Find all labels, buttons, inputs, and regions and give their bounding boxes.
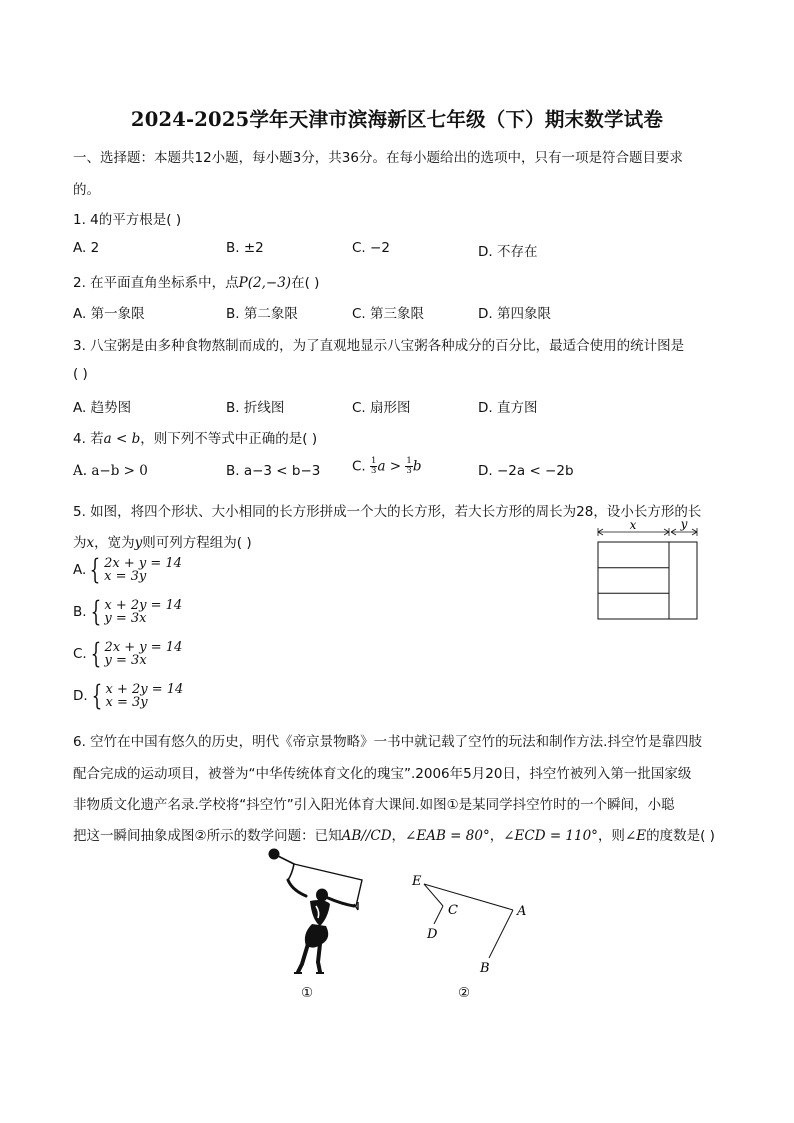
- geometry-figure: [405, 866, 535, 978]
- option-label: B.: [73, 604, 87, 620]
- brace: {: [89, 553, 101, 586]
- label-e: E: [412, 874, 422, 889]
- q4-option-c-b: b: [412, 458, 422, 475]
- sep: ，则: [597, 828, 625, 844]
- q5-option-c: [73, 637, 183, 670]
- equation-system: [105, 641, 183, 667]
- section-heading-line2: 的。: [73, 182, 100, 198]
- option-label: C.: [73, 646, 87, 662]
- equation-2: y = 3x: [104, 611, 147, 626]
- frac-numerator: 1: [406, 456, 412, 466]
- q3-stem-line1: 3. 八宝粥是由多种食物熬制而成的，为了直观地显示八宝粥各种成分的百分比，最适合使用的统计图是: [73, 338, 685, 354]
- q4-stem: [73, 427, 317, 447]
- q6-stem-line2: 配合完成的运动项目，被誉为“中华传统体育文化的瑰宝”.2006年5月20日，抖空竹被列入第一批国家级: [73, 766, 692, 782]
- q2-point: P(2,−3): [238, 275, 292, 291]
- figure-1-caption: ①: [301, 985, 314, 1001]
- q6-stem-line3: 非物质文化遗产名录.学校将“抖空竹”引入阳光体育大课间.如图①是某同学抖空竹时的一个瞬间，小聪: [73, 797, 675, 813]
- q5-var-y: y: [134, 535, 143, 551]
- q6-math-eab: ∠EAB = 80°: [405, 828, 490, 844]
- q6-line4-post: 的度数是( ): [646, 828, 715, 844]
- head: [316, 889, 328, 902]
- arm-left: [288, 880, 306, 896]
- q4-option-d: D. −2a < −2b: [478, 463, 574, 479]
- q5-stem-pre: 为: [73, 535, 87, 551]
- q4-fraction-right: [405, 457, 412, 476]
- q5-option-b: [73, 595, 183, 628]
- q3-option-c: C. 扇形图: [352, 400, 411, 416]
- q5-var-x: x: [86, 535, 95, 551]
- stick-left: [276, 855, 294, 880]
- equation-system: [104, 599, 182, 625]
- q6-stem-line1: 6. 空竹在中国有悠久的历史，明代《帝京景物略》一书中就记载了空竹的玩法和制作方法.抖空竹是靠四肢: [73, 734, 702, 750]
- q3-stem-line2: ( ): [73, 366, 88, 382]
- q4-option-a: A. a−b > 0: [73, 463, 148, 479]
- q1-option-c: C. −2: [352, 240, 390, 256]
- page-title: 2024-2025学年天津市滨海新区七年级（下）期末数学试卷: [130, 108, 664, 131]
- sep: ，: [391, 828, 406, 844]
- equation-1: 2x + y = 14: [104, 640, 183, 655]
- figure-2-caption: ②: [458, 985, 471, 1001]
- q6-math-ecd: ∠ECD = 110°: [503, 828, 598, 844]
- leg-right: [318, 944, 320, 972]
- arm-right: [328, 898, 354, 906]
- frac-denominator: 3: [406, 466, 412, 476]
- q2-option-c: C. 第三象限: [352, 306, 425, 322]
- label-x: x: [629, 518, 637, 532]
- q1-option-d: D. 不存在: [478, 244, 538, 260]
- q1-stem: 1. 4的平方根是( ): [73, 212, 182, 228]
- label-a: A: [517, 904, 527, 919]
- label-d: D: [427, 927, 438, 942]
- equation-2: x = 3y: [105, 695, 148, 710]
- frac-numerator: 1: [371, 456, 377, 466]
- equation-system: [104, 557, 182, 583]
- option-label: D.: [73, 688, 88, 704]
- q4-option-c-a: a >: [377, 458, 402, 475]
- q4-stem-post: ，则下列不等式中正确的是( ): [140, 431, 318, 447]
- string: [294, 864, 362, 906]
- q2-option-a: A. 第一象限: [73, 306, 145, 322]
- q4-condition: a < b: [103, 431, 141, 447]
- q5-stem-mid: ，宽为: [94, 535, 135, 551]
- segment-ec: [424, 884, 443, 906]
- q3-option-b: B. 折线图: [226, 400, 285, 416]
- equation-system: [106, 683, 184, 709]
- q6-math-e: ∠E: [624, 828, 647, 844]
- q5-stem-line1: 5. 如图，将四个形状、大小相同的长方形拼成一个大的长方形，若大长方形的周长为28，设小长方形的长: [73, 504, 702, 520]
- q2-stem-post: 在( ): [291, 275, 320, 291]
- label-y: y: [680, 518, 688, 531]
- sep: ，: [489, 828, 504, 844]
- leg-left: [298, 944, 308, 972]
- q5-option-d: [73, 679, 184, 712]
- q5-stem-post: 则可列方程组为( ): [142, 535, 252, 551]
- diabolo-player-illustration: [262, 846, 374, 978]
- q2-stem-pre: 2. 在平面直角坐标系中，点: [73, 275, 239, 291]
- q6-math-parallel: AB//CD: [341, 828, 392, 844]
- brace: {: [91, 679, 102, 712]
- equation-2: y = 3x: [104, 653, 147, 668]
- q5-option-a: [73, 553, 182, 586]
- segment-ab: [489, 910, 513, 958]
- torso: [310, 900, 330, 926]
- equation-2: x = 3y: [104, 569, 147, 584]
- q6-line4-pre: 把这一瞬间抽象成图②所示的数学问题：已知: [73, 828, 342, 844]
- q3-option-d: D. 直方图: [478, 400, 538, 416]
- segment-cd: [434, 906, 443, 924]
- section-heading-line1: 一、选择题：本题共12小题，每小题3分，共36分。在每小题给出的选项中，只有一项是符合题目要求: [73, 150, 683, 166]
- segment-ea: [424, 884, 513, 910]
- q2-stem: [73, 271, 319, 291]
- q1-option-a: A. 2: [73, 240, 100, 256]
- outer-rectangle: [598, 542, 697, 619]
- option-label: A.: [73, 562, 87, 578]
- brace: {: [90, 595, 101, 628]
- q2-option-d: D. 第四象限: [478, 306, 551, 322]
- q5-stem-line2: [73, 531, 252, 551]
- q4-option-b: B. a−3 < b−3: [226, 463, 321, 479]
- label-c: C: [448, 903, 458, 918]
- brace: {: [90, 637, 101, 670]
- q4-option-c: [352, 457, 421, 476]
- frac-denominator: 3: [371, 466, 377, 476]
- equation-1: x + 2y = 14: [105, 682, 184, 697]
- q3-option-a: A. 趋势图: [73, 400, 132, 416]
- q2-option-b: B. 第二象限: [226, 306, 298, 322]
- label-b: B: [480, 961, 490, 976]
- diabolo-icon: [269, 849, 280, 860]
- q4-option-c-label: C.: [352, 458, 366, 475]
- q6-stem-line4: [73, 824, 715, 844]
- q1-option-b: B. ±2: [226, 240, 264, 256]
- equation-1: 2x + y = 14: [104, 556, 182, 571]
- q5-rectangle-figure: [590, 518, 702, 624]
- equation-1: x + 2y = 14: [104, 598, 183, 613]
- q4-stem-pre: 4. 若: [73, 431, 104, 447]
